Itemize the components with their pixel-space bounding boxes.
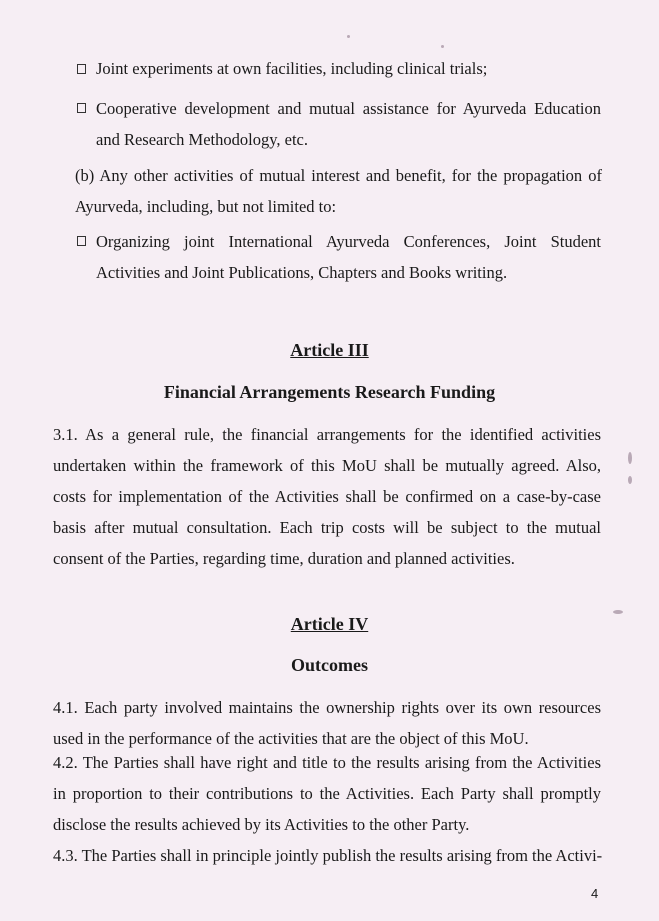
- paragraph-4-1: 4.1. Each party involved maintains the ownership rights over its own resources used in the performance of the activities that are the object of this MoU.: [53, 698, 601, 748]
- scan-speck: [441, 45, 444, 48]
- bullet-item: Cooperative development and mutual assistance for Ayurveda Education and Research Methodology, etc.: [96, 99, 601, 149]
- scan-speck: [628, 476, 632, 484]
- paragraph-3-1: 3.1. As a general rule, the financial arrangements for the identified activities undertaken within the framework of this MoU shall be mutually agreed. Also, costs for implementation of the Activities shall be confirmed on a case-by-case basis after mutual consultation. Each trip costs will be subject to the mutual consent of the Parties, regarding time, duration and planned activities.: [53, 425, 601, 568]
- article-3-subtitle: Financial Arrangements Research Funding: [163, 382, 496, 402]
- bullet-item: Joint experiments at own facilities, including clinical trials;: [96, 59, 488, 78]
- page-number: 4: [591, 886, 599, 901]
- article-3-title: Article III: [290, 340, 369, 360]
- paragraph-b: (b) Any other activities of mutual interest and benefit, for the propagation of Ayurveda, including, but not limited to:: [75, 166, 602, 216]
- article-4-title: Article IV: [290, 614, 369, 634]
- article-4-subtitle: Outcomes: [291, 655, 368, 675]
- paragraph-4-2: 4.2. The Parties shall have right and title to the results arising from the Activities in proportion to their contributions to the Activities. Each Party shall promptly disclose the results achieved by its Activities to the other Party.: [53, 753, 601, 834]
- scan-speck: [628, 452, 632, 464]
- paragraph-4-3: 4.3. The Parties shall in principle jointly publish the results arising from the Activi-: [53, 846, 603, 865]
- bullet-box-icon: [77, 236, 86, 246]
- bullet-item: Organizing joint International Ayurveda Conferences, Joint Student Activities and Joint Publications, Chapters and Books writing.: [96, 232, 601, 282]
- bullet-box-icon: [77, 103, 86, 113]
- scan-speck: [613, 610, 623, 614]
- scan-speck: [347, 35, 350, 38]
- bullet-box-icon: [77, 64, 86, 74]
